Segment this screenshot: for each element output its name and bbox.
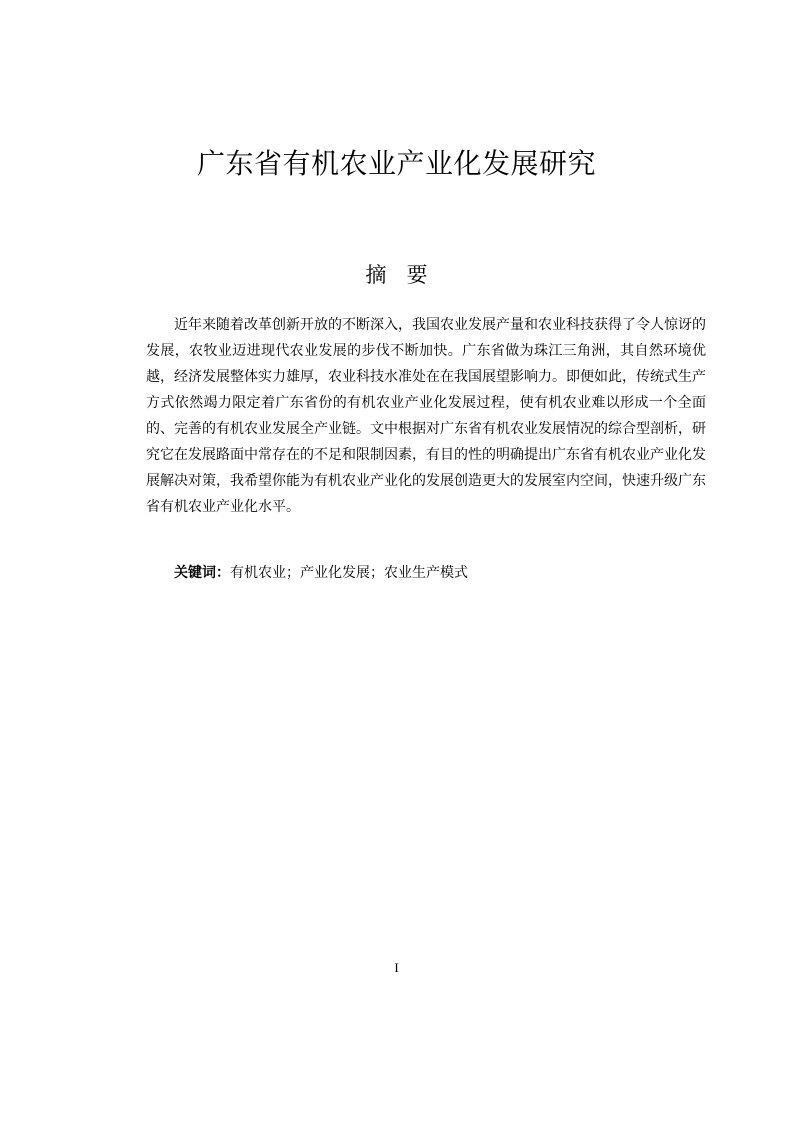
abstract-body: 近年来随着改革创新开放的不断深入，我国农业发展产量和农业科技获得了令人惊讶的发展，农牧业迈进现代农业发展的步伐不断加快。广东省做为珠江三角洲，其自然环境优越，经济发展整体实力雄厚，农业科技水准处在在我国展望影响力。即便如此，传统式生产方式依然竭力限定着广东省份的有机农业产业化发展过程，使有机农业难以形成一个全面的、完善的有机农业发展全产业链。文中根据对广东省有机农业发展情况的综合型剖析，研究它在发展路面中常存在的不足和限制因素，有目的性的明确提出广东省有机农业产业化发展解决对策，我希望你能为有机农业产业化的发展创造更大的发展室内空间，快速升级广东省有机农业产业化水平。 — [146, 317, 706, 515]
keywords-line — [174, 560, 694, 586]
page-number: I — [394, 960, 399, 975]
keywords-value: 有机农业；产业化发展；农业生产模式 — [230, 565, 468, 581]
paper-title: 广东省有机农业产业化发展研究 — [196, 147, 596, 180]
keywords-label: 关键词： — [174, 565, 230, 581]
abstract-heading: 摘要 — [365, 263, 448, 287]
